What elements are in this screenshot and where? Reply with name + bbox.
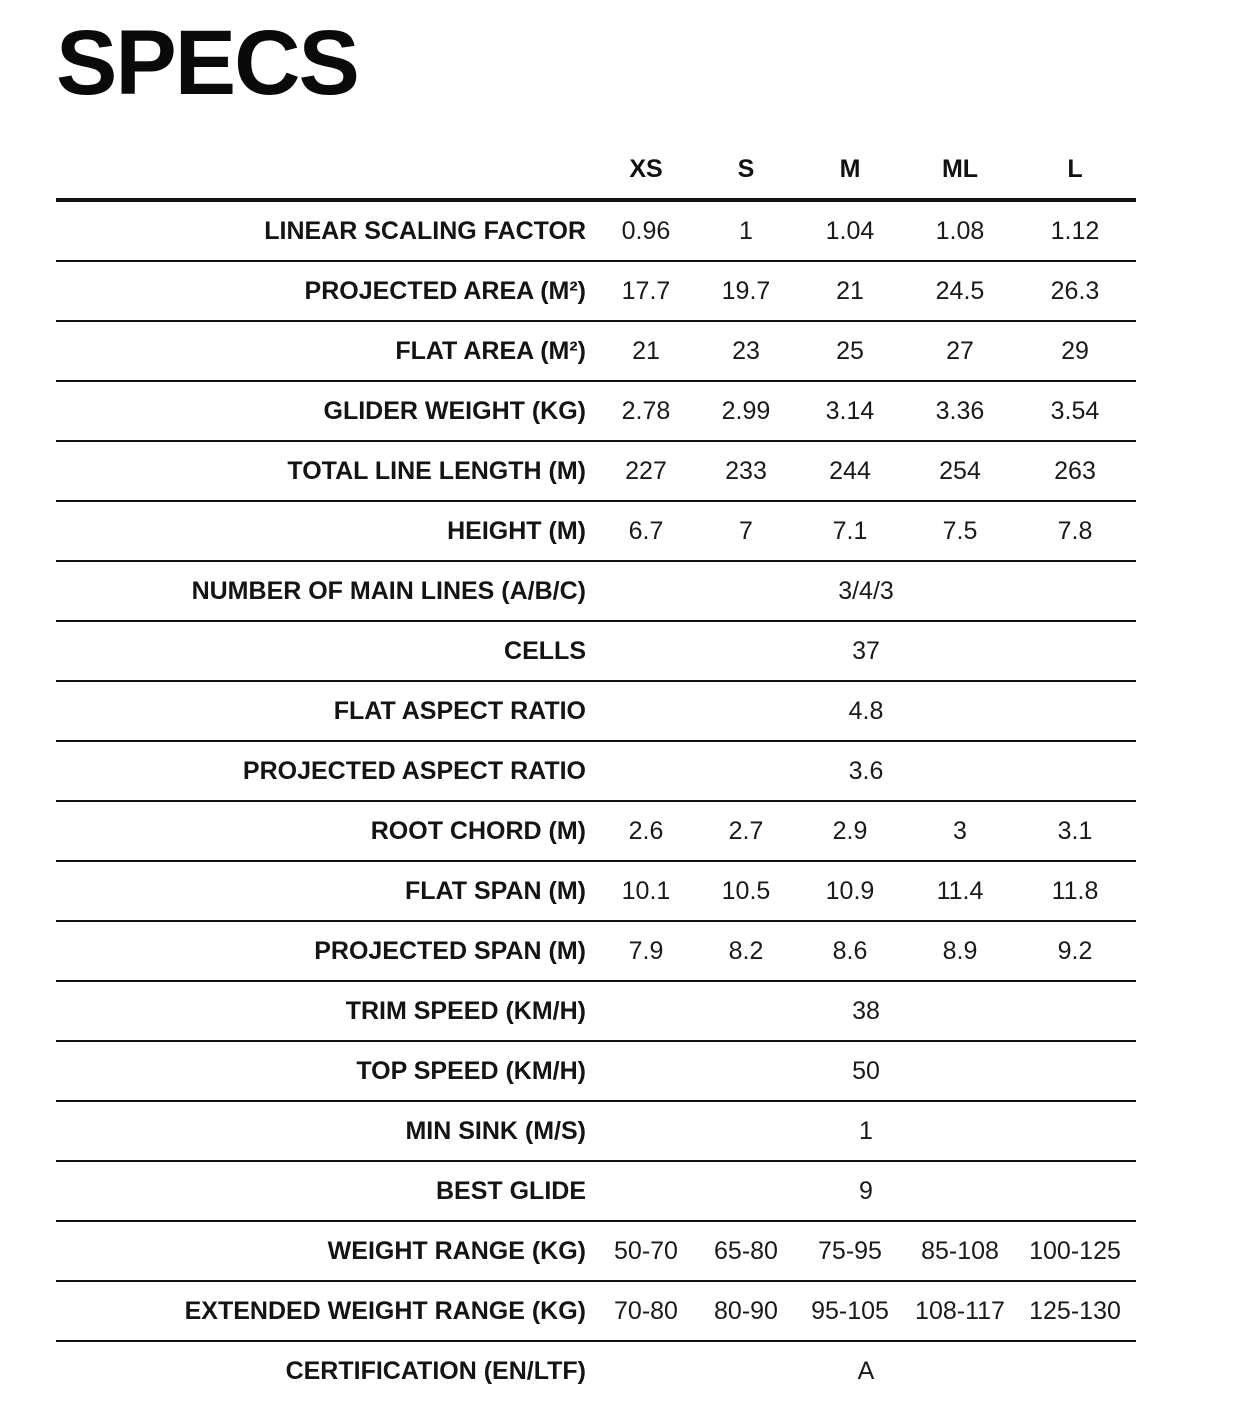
value-cell-ml: 11.4 [936,877,984,905]
table-row [56,742,1136,802]
table-row [56,1282,1136,1342]
table-row [56,1102,1136,1162]
value-cell-l: 26.3 [1050,277,1100,305]
table-row [56,802,1136,862]
row-label: FLAT SPAN (M) [405,877,586,905]
table-row [56,922,1136,982]
value-cell-m: 25 [836,337,864,365]
value-cell-s: 80-90 [714,1297,778,1325]
table-row [56,1222,1136,1282]
value-cell-m: 95-105 [811,1297,889,1325]
value-cell-m: 3.14 [825,397,875,425]
row-label: EXTENDED WEIGHT RANGE (KG) [184,1297,586,1325]
value-cell-l: 125-130 [1029,1297,1121,1325]
table-row [56,202,1136,262]
value-cell-xs: 50-70 [614,1237,678,1265]
size-header-m: M [839,155,861,183]
value-cell-xs: 10.1 [621,877,671,905]
value-cell-ml: 108-117 [915,1297,1005,1325]
value-cell-m: 7.1 [832,517,868,545]
row-label: TOTAL LINE LENGTH (M) [287,457,586,485]
row-label: GLIDER WEIGHT (KG) [323,397,586,425]
row-label: PROJECTED AREA (M²) [304,277,586,305]
shared-value-cell: 4.8 [848,697,884,725]
value-cell-m: 2.9 [832,817,868,845]
shared-value-cell: A [857,1357,875,1385]
value-cell-s: 233 [725,457,767,485]
value-cell-ml: 3 [953,817,967,845]
value-cell-l: 3.54 [1050,397,1100,425]
table-row [56,322,1136,382]
table-row [56,442,1136,502]
value-cell-l: 1.12 [1050,217,1100,245]
value-cell-s: 19.7 [721,277,771,305]
row-label: TOP SPEED (KM/H) [356,1057,586,1085]
size-header-l: L [1067,155,1083,183]
row-label: TRIM SPEED (KM/H) [345,997,586,1025]
shared-value-cell: 1 [859,1117,873,1145]
value-cell-ml: 7.5 [942,517,978,545]
value-cell-xs: 2.6 [628,817,664,845]
row-label: CELLS [504,637,586,665]
row-label: ROOT CHORD (M) [370,817,586,845]
row-label: PROJECTED ASPECT RATIO [242,757,586,785]
shared-value-cell: 37 [852,637,880,665]
size-header-ml: ML [941,155,979,183]
row-label: FLAT AREA (M²) [395,337,586,365]
value-cell-s: 2.99 [721,397,771,425]
shared-value-cell: 3/4/3 [838,577,894,605]
value-cell-m: 244 [829,457,871,485]
table-row [56,562,1136,622]
value-cell-xs: 2.78 [621,397,671,425]
value-cell-l: 7.8 [1057,517,1093,545]
specs-table [56,140,1136,1400]
shared-value-cell: 9 [859,1177,873,1205]
value-cell-s: 23 [732,337,760,365]
row-label: CERTIFICATION (EN/LTF) [285,1357,586,1385]
value-cell-ml: 27 [946,337,974,365]
table-row [56,682,1136,742]
shared-value-cell: 50 [852,1057,880,1085]
value-cell-l: 29 [1061,337,1089,365]
value-cell-m: 1.04 [825,217,875,245]
value-cell-ml: 254 [939,457,981,485]
value-cell-xs: 227 [625,457,667,485]
value-cell-ml: 8.9 [942,937,978,965]
table-row [56,1342,1136,1400]
table-row [56,1042,1136,1102]
value-cell-m: 75-95 [818,1237,882,1265]
row-label: PROJECTED SPAN (M) [314,937,586,965]
value-cell-ml: 24.5 [935,277,985,305]
value-cell-xs: 70-80 [614,1297,678,1325]
value-cell-ml: 1.08 [935,217,985,245]
table-row [56,1162,1136,1222]
value-cell-m: 8.6 [832,937,868,965]
size-header-xs: XS [629,155,663,183]
value-cell-xs: 7.9 [628,937,664,965]
row-label: FLAT ASPECT RATIO [333,697,586,725]
value-cell-s: 7 [739,517,753,545]
value-cell-m: 21 [836,277,864,305]
value-cell-m: 10.9 [825,877,875,905]
table-header [56,140,1136,202]
value-cell-s: 1 [739,217,753,245]
shared-value-cell: 3.6 [848,757,884,785]
value-cell-s: 10.5 [721,877,771,905]
row-label: NUMBER OF MAIN LINES (A/B/C) [191,577,586,605]
value-cell-s: 8.2 [728,937,764,965]
value-cell-ml: 85-108 [921,1237,999,1265]
table-row [56,862,1136,922]
value-cell-s: 65-80 [714,1237,778,1265]
value-cell-s: 2.7 [728,817,764,845]
value-cell-xs: 0.96 [621,217,671,245]
row-label: WEIGHT RANGE (KG) [327,1237,586,1265]
row-label: BEST GLIDE [435,1177,586,1205]
value-cell-xs: 6.7 [628,517,664,545]
value-cell-xs: 21 [632,337,660,365]
row-label: HEIGHT (M) [447,517,586,545]
value-cell-ml: 3.36 [935,397,985,425]
size-header-s: S [737,155,755,183]
table-row [56,622,1136,682]
table-row [56,502,1136,562]
value-cell-xs: 17.7 [621,277,671,305]
value-cell-l: 100-125 [1029,1237,1121,1265]
table-row [56,982,1136,1042]
value-cell-l: 3.1 [1057,817,1093,845]
value-cell-l: 11.8 [1051,877,1099,905]
table-body [56,202,1136,1400]
page-title: SPECS [56,12,358,114]
value-cell-l: 263 [1054,457,1096,485]
table-row [56,382,1136,442]
table-row [56,262,1136,322]
value-cell-l: 9.2 [1057,937,1093,965]
shared-value-cell: 38 [852,997,880,1025]
row-label: LINEAR SCALING FACTOR [264,217,586,245]
row-label: MIN SINK (M/S) [405,1117,586,1145]
